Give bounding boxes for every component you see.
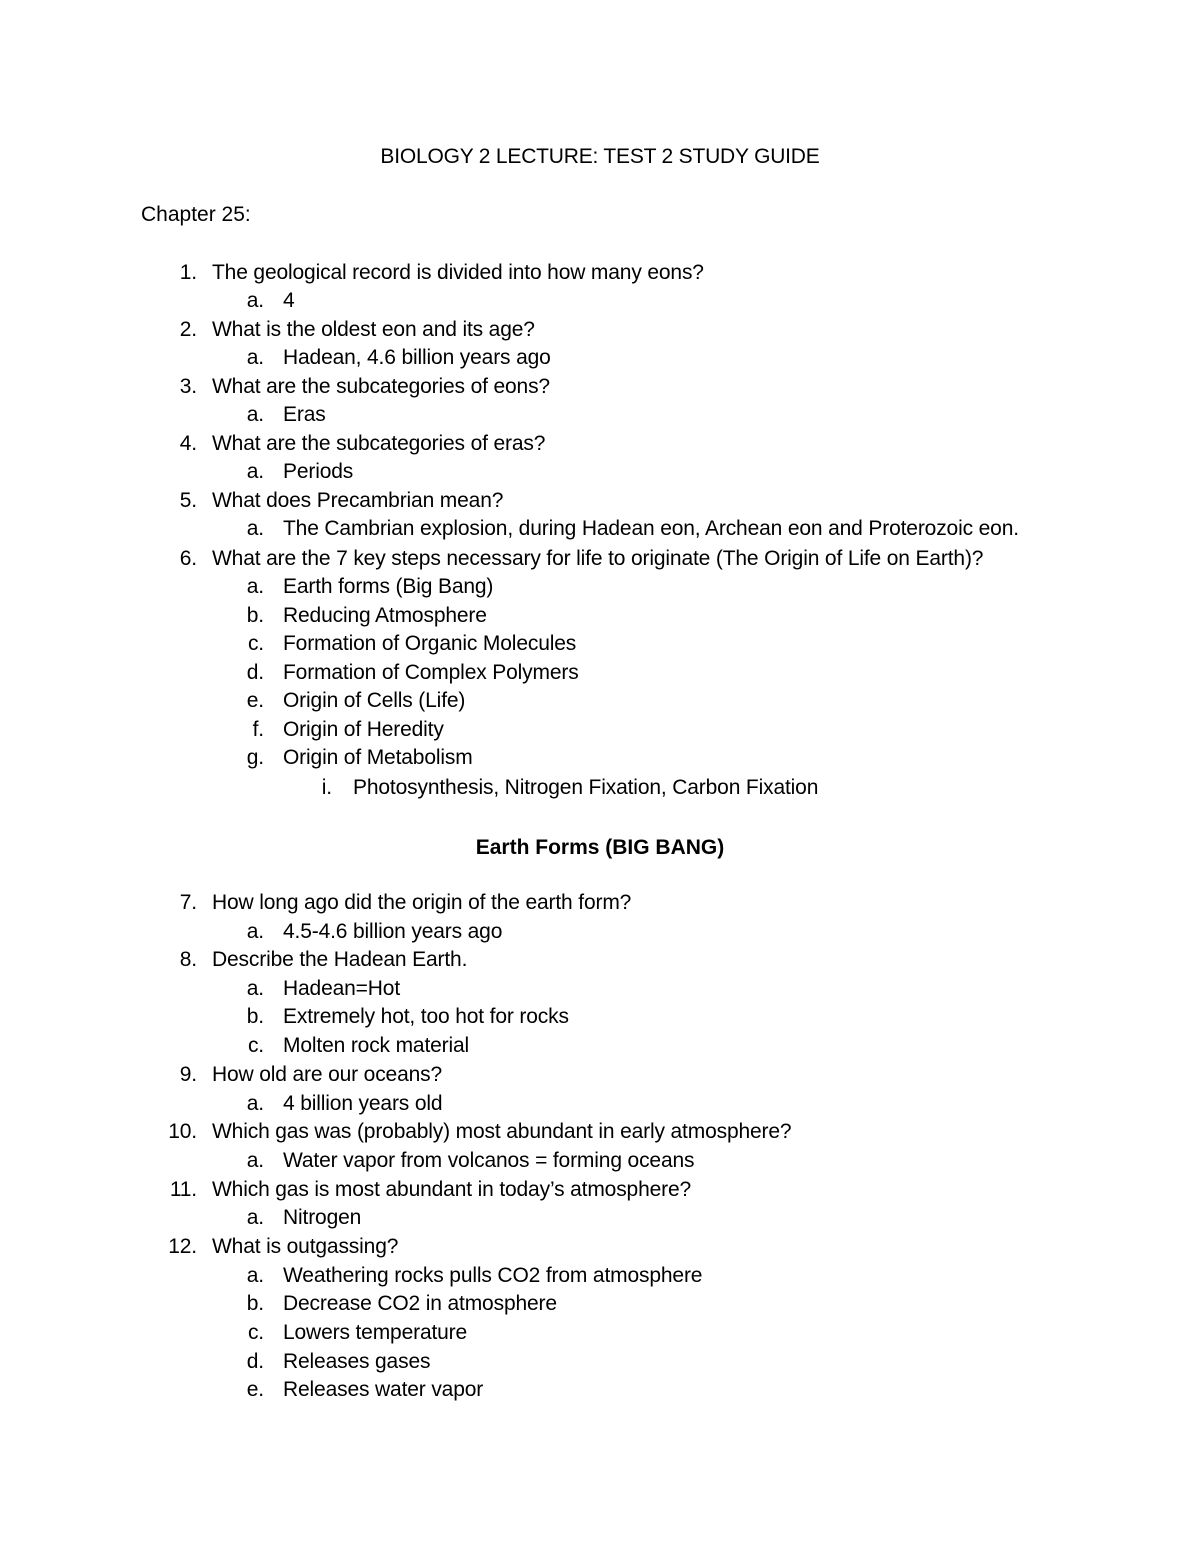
list-marker: f. xyxy=(252,718,264,741)
list-item-text: Periods xyxy=(283,460,354,483)
list-item-text: Extremely hot, too hot for rocks xyxy=(283,1005,569,1028)
list-marker: a. xyxy=(246,289,264,312)
list-item-text: 4 xyxy=(283,289,295,312)
list-marker: 8. xyxy=(179,948,197,971)
list-marker: a. xyxy=(246,1264,264,1287)
list-marker: a. xyxy=(246,1149,264,1172)
list-item-text: How long ago did the origin of the earth form? xyxy=(212,891,632,914)
list-item-text: Hadean, 4.6 billion years ago xyxy=(283,346,551,369)
list-item-text: Which gas is most abundant in today’s atmosphere? xyxy=(212,1178,692,1201)
list-item-text: Releases water vapor xyxy=(283,1378,484,1401)
list-marker: a. xyxy=(246,575,264,598)
list-item-text: Eras xyxy=(283,403,326,426)
list-marker: e. xyxy=(246,1378,264,1401)
list-marker: 11. xyxy=(169,1178,197,1201)
list-item-text: Water vapor from volcanos = forming oceans xyxy=(283,1149,695,1172)
list-marker: 6. xyxy=(179,547,197,570)
list-item-text: Decrease CO2 in atmosphere xyxy=(283,1292,557,1315)
list-item-text: Molten rock material xyxy=(283,1034,470,1057)
list-item-text: Hadean=Hot xyxy=(283,977,401,1000)
list-item-text: What does Precambrian mean? xyxy=(212,489,504,512)
list-item-text: Photosynthesis, Nitrogen Fixation, Carbon Fixation xyxy=(353,776,819,799)
list-marker: a. xyxy=(246,920,264,943)
list-marker: c. xyxy=(247,632,264,655)
list-item-text: Which gas was (probably) most abundant in early atmosphere? xyxy=(212,1120,792,1143)
list-marker: e. xyxy=(246,689,264,712)
document-title: BIOLOGY 2 LECTURE: TEST 2 STUDY GUIDE xyxy=(380,145,820,168)
list-marker: 5. xyxy=(179,489,197,512)
list-marker: 7. xyxy=(179,891,197,914)
list-item-text: How old are our oceans? xyxy=(212,1063,443,1086)
list-item-text: Formation of Complex Polymers xyxy=(283,661,579,684)
list-marker: a. xyxy=(246,460,264,483)
list-item-text: 4.5-4.6 billion years ago xyxy=(283,920,503,943)
list-item-text: Origin of Cells (Life) xyxy=(283,689,466,712)
list-marker: g. xyxy=(246,746,264,769)
list-marker: 12. xyxy=(168,1235,197,1258)
list-marker: b. xyxy=(246,1292,264,1315)
list-item-text: Origin of Metabolism xyxy=(283,746,473,769)
list-item-text: Nitrogen xyxy=(283,1206,362,1229)
list-marker: a. xyxy=(246,346,264,369)
list-marker: c. xyxy=(247,1034,264,1057)
list-marker: i. xyxy=(321,776,332,799)
list-item-text: Reducing Atmosphere xyxy=(283,604,487,627)
list-marker: 10. xyxy=(168,1120,197,1143)
list-item-text: The geological record is divided into how many eons? xyxy=(212,261,704,284)
list-item-text: Weathering rocks pulls CO2 from atmosphere xyxy=(283,1264,703,1287)
list-item-text: Earth forms (Big Bang) xyxy=(283,575,494,598)
list-item-text: What are the subcategories of eras? xyxy=(212,432,546,455)
list-item-text: Origin of Heredity xyxy=(283,718,444,741)
list-marker: a. xyxy=(246,1092,264,1115)
list-item-text: Lowers temperature xyxy=(283,1321,468,1344)
list-marker: a. xyxy=(246,403,264,426)
list-item-text: Releases gases xyxy=(283,1350,431,1373)
list-item-text: What are the 7 key steps necessary for life to originate (The Origin of Life on Earth)? xyxy=(212,547,984,570)
list-marker: b. xyxy=(246,1005,264,1028)
list-marker: 2. xyxy=(179,318,197,341)
list-marker: a. xyxy=(246,977,264,1000)
list-item-text: Formation of Organic Molecules xyxy=(283,632,577,655)
list-marker: c. xyxy=(247,1321,264,1344)
list-item-text: What is the oldest eon and its age? xyxy=(212,318,535,341)
list-item-text: 4 billion years old xyxy=(283,1092,443,1115)
chapter-heading: Chapter 25: xyxy=(141,203,251,226)
list-marker: b. xyxy=(246,604,264,627)
list-item-text: What is outgassing? xyxy=(212,1235,399,1258)
list-marker: 3. xyxy=(179,375,197,398)
list-marker: d. xyxy=(246,1350,264,1373)
list-marker: 9. xyxy=(179,1063,197,1086)
list-marker: a. xyxy=(246,517,264,540)
list-marker: d. xyxy=(246,661,264,684)
section-heading: Earth Forms (BIG BANG) xyxy=(475,836,725,859)
list-marker: 1. xyxy=(179,261,197,284)
list-item-text: What are the subcategories of eons? xyxy=(212,375,550,398)
list-item-text: The Cambrian explosion, during Hadean eon, Archean eon and Proterozoic eon. xyxy=(283,517,1019,540)
list-item-text: Describe the Hadean Earth. xyxy=(212,948,468,971)
list-marker: a. xyxy=(246,1206,264,1229)
list-marker: 4. xyxy=(179,432,197,455)
